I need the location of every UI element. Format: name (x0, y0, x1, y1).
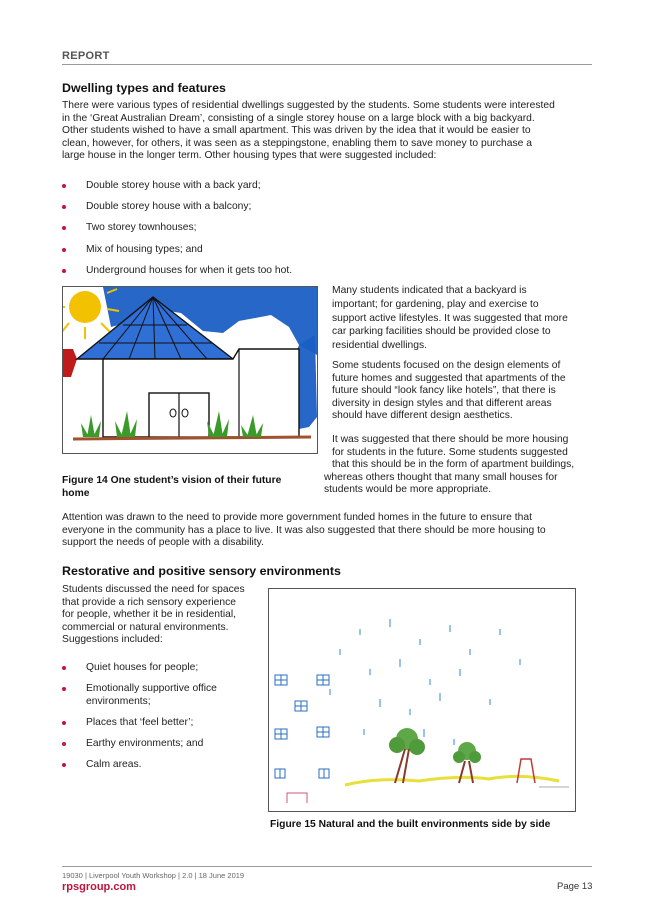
text-line: Some students focused on the design elements of (332, 360, 561, 371)
list-item-text: environments; (86, 695, 151, 707)
list-item-text: Double storey house with a balcony; (86, 201, 252, 213)
backyard-paragraph (332, 284, 602, 353)
footer-rule (62, 866, 592, 867)
bullet-icon (62, 742, 66, 746)
list-item-text: Emotionally supportive office (86, 683, 217, 695)
list-item (62, 222, 362, 235)
list-item (62, 759, 262, 772)
text-line: It was suggested that there should be more housing (332, 434, 569, 445)
text-line: car parking facilities should be provided close to (332, 326, 551, 338)
text-line: Many students indicated that a backyard is (332, 285, 527, 296)
bullet-icon (62, 248, 66, 252)
list-item (62, 683, 262, 708)
text-line: whereas others thought that many small houses for (324, 471, 558, 483)
text-line: should have different design aesthetics. (332, 410, 513, 422)
dwelling-heading: Dwelling types and features (62, 81, 226, 95)
attention-paragraph (62, 512, 602, 550)
footer-site-link[interactable]: rpsgroup.com (62, 881, 136, 893)
caption-line: home (62, 488, 90, 499)
footer-meta: 19030 | Liverpool Youth Workshop | 2.0 | 18 June 2019 (62, 871, 245, 880)
nature-built-drawing-image (269, 589, 575, 811)
text-line: Other students wished to have a small apartment. This was driven by the idea that it would be easier to (62, 125, 531, 137)
sensory-heading: Restorative and positive sensory environments (62, 564, 341, 578)
text-line: future homes and suggested that apartments of the (332, 372, 566, 384)
list-item-text: Underground houses for when it gets too hot. (86, 264, 293, 276)
list-item (62, 265, 362, 278)
design-paragraph (332, 360, 602, 423)
list-item-text: Double storey house with a back yard; (86, 180, 261, 191)
bullet-icon (62, 763, 66, 767)
header-rule (62, 64, 592, 65)
figure-14-caption (62, 474, 322, 500)
text-line: that this should be in the form of apartment buildings, (332, 459, 575, 471)
text-line: future should “look fancy like hotels”, that there is (332, 385, 556, 397)
text-line: important; for gardening, play and exercise to (332, 298, 539, 310)
text-line: Students discussed the need for spaces (62, 584, 245, 595)
figure-14-drawing (62, 286, 318, 454)
list-item (62, 738, 262, 751)
list-item (62, 244, 362, 257)
bullet-icon (62, 721, 66, 725)
bullet-icon (62, 269, 66, 273)
section-label: REPORT (62, 50, 110, 62)
list-item (62, 662, 262, 675)
figure-15-caption: Figure 15 Natural and the built environments side by side (270, 819, 551, 830)
bullet-icon (62, 184, 66, 188)
text-line: students would be more appropriate. (324, 484, 492, 496)
list-item (62, 201, 362, 214)
list-item-text: Earthy environments; and (86, 738, 204, 750)
text-line: commercial or natural environments. (62, 621, 229, 633)
sensory-bullet-list (62, 662, 262, 772)
list-item-text: Places that ‘feel better’; (86, 716, 194, 728)
text-line: large house in the longer term. Other housing types that were suggested included: (62, 150, 437, 162)
bullet-icon (62, 226, 66, 230)
house-drawing-image (63, 287, 317, 453)
text-line: Suggestions included: (62, 634, 163, 646)
text-line: support active lifestyles. It was suggested that more (332, 312, 568, 324)
text-line: diversity in design styles and that different areas (332, 397, 552, 409)
text-line: There were various types of residential dwellings suggested by the students. Some students were interested (62, 100, 555, 111)
text-line: everyone in the community has a place to live. It was also suggested that there should be more housing to (62, 524, 546, 536)
list-item-text: Mix of housing types; and (86, 243, 203, 255)
text-line: for students in the future. Some students suggested (332, 446, 568, 458)
page-number: Page 13 (557, 881, 593, 892)
figure-15-drawing (268, 588, 576, 812)
text-line: residential dwellings. (332, 340, 428, 352)
dwelling-bullet-list (62, 180, 362, 277)
text-line: that provide a rich sensory experience (62, 596, 236, 608)
text-line: for people, whether it be in residential, (62, 609, 237, 621)
list-item (62, 717, 262, 730)
list-item-text: Calm areas. (86, 759, 142, 771)
bullet-icon (62, 205, 66, 209)
sensory-intro (62, 584, 262, 647)
caption-line: Figure 14 One student’s vision of their future (62, 475, 282, 486)
text-line: clean, however, for others, it was seen as a steppingstone, enabling them to save money to purchase a (62, 137, 532, 149)
list-item (62, 180, 362, 193)
dwelling-intro (62, 100, 602, 163)
bullet-icon (62, 666, 66, 670)
list-item-text: Quiet houses for people; (86, 662, 199, 673)
text-line: support the needs of people with a disability. (62, 537, 264, 549)
text-line: in the ‘Great Australian Dream’, consisting of a single storey house on a large block with a big backyard. (62, 112, 535, 124)
list-item-text: Two storey townhouses; (86, 222, 197, 234)
student-housing-paragraph (324, 434, 602, 497)
bullet-icon (62, 687, 66, 691)
text-line: Attention was drawn to the need to provide more government funded homes in the future to ensure that (62, 512, 532, 523)
